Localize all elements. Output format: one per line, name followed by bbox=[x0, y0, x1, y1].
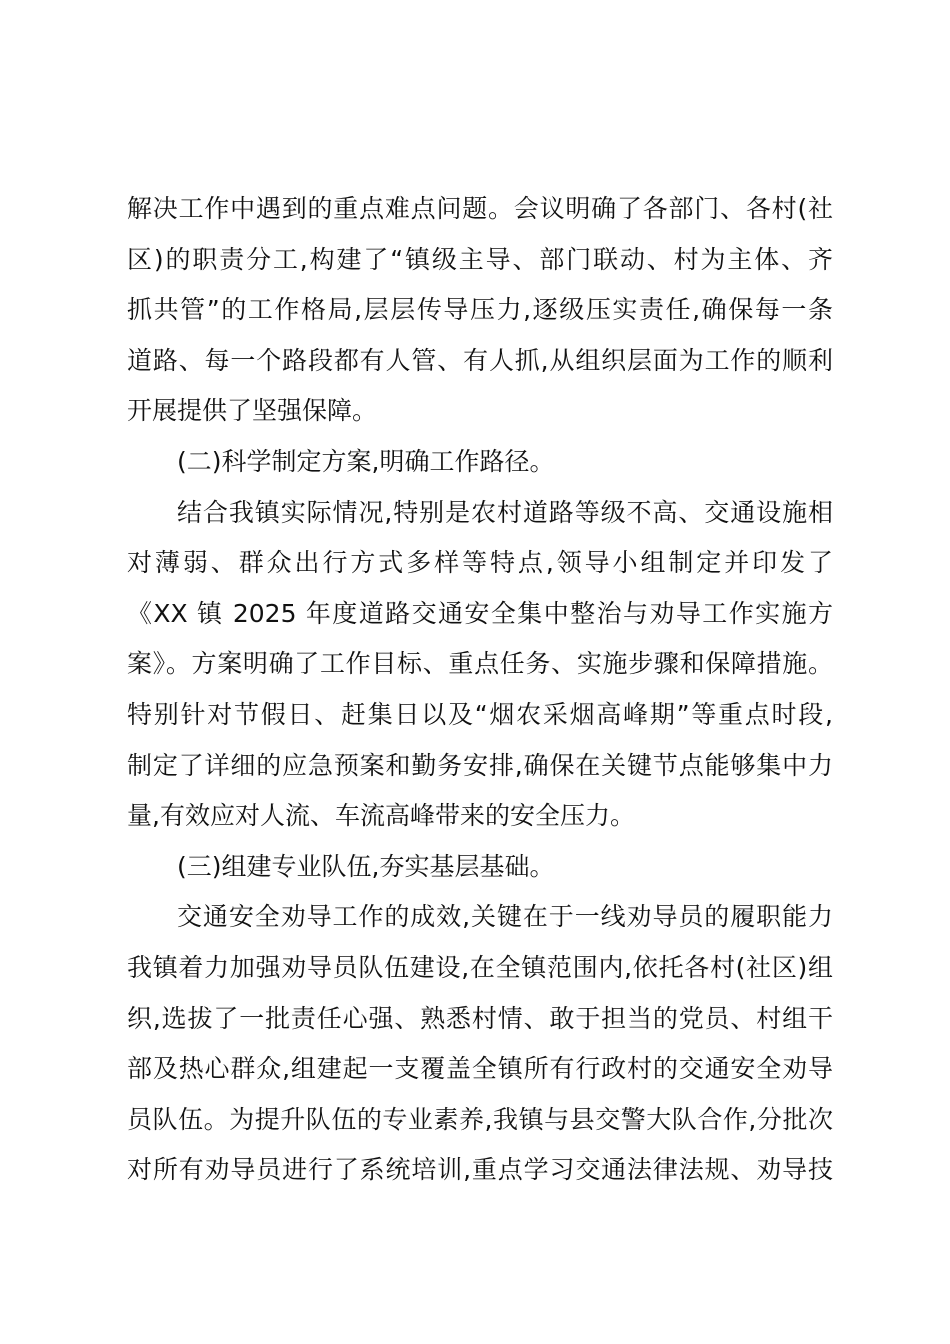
text-line: 对所有劝导员进行了系统培训,重点学习交通法律法规、劝导技 bbox=[127, 1155, 833, 1185]
text-line: 区)的职责分工,构建了“镇级主导、部门联动、村为主体、齐 bbox=[127, 244, 833, 274]
text-line: 开展提供了坚强保障。 bbox=[127, 396, 378, 426]
text-line: 部及热心群众,组建起一支覆盖全镇所有行政村的交通安全劝导 bbox=[127, 1054, 833, 1084]
section-heading: (二)科学制定方案,明确工作路径。 bbox=[177, 446, 555, 476]
section-heading: (三)组建专业队伍,夯实基层基础。 bbox=[177, 851, 555, 881]
text-line: 员队伍。为提升队伍的专业素养,我镇与县交警大队合作,分批次 bbox=[127, 1104, 833, 1134]
document-body bbox=[127, 184, 833, 1196]
text-line: 抓共管”的工作格局,层层传导压力,逐级压实责任,确保每一条 bbox=[127, 295, 833, 325]
text-line: 量,有效应对人流、车流高峰带来的安全压力。 bbox=[127, 801, 635, 831]
text-line: 道路、每一个路段都有人管、有人抓,从组织层面为工作的顺利 bbox=[127, 345, 833, 375]
text-line: 特别针对节假日、赶集日以及“烟农采烟高峰期”等重点时段, bbox=[127, 699, 833, 729]
text-line: 解决工作中遇到的重点难点问题。会议明确了各部门、各村(社 bbox=[127, 194, 833, 223]
text-line: 交通安全劝导工作的成效,关键在于一线劝导员的履职能力 bbox=[177, 902, 833, 932]
text-line: 制定了详细的应急预案和勤务安排,确保在关键节点能够集中力 bbox=[127, 750, 833, 780]
text-line: 我镇着力加强劝导员队伍建设,在全镇范围内,依托各村(社区)组 bbox=[127, 952, 833, 982]
text-line: 织,选拔了一批责任心强、熟悉村情、敢于担当的党员、村组干 bbox=[127, 1003, 833, 1033]
text-line: 对薄弱、群众出行方式多样等特点,领导小组制定并印发了 bbox=[127, 548, 833, 578]
text-line: 《XX 镇 2025 年度道路交通安全集中整治与劝导工作实施方 bbox=[127, 598, 833, 628]
text-line: 案》。方案明确了工作目标、重点任务、实施步骤和保障措施。 bbox=[127, 649, 833, 679]
text-line: 结合我镇实际情况,特别是农村道路等级不高、交通设施相 bbox=[177, 497, 833, 527]
